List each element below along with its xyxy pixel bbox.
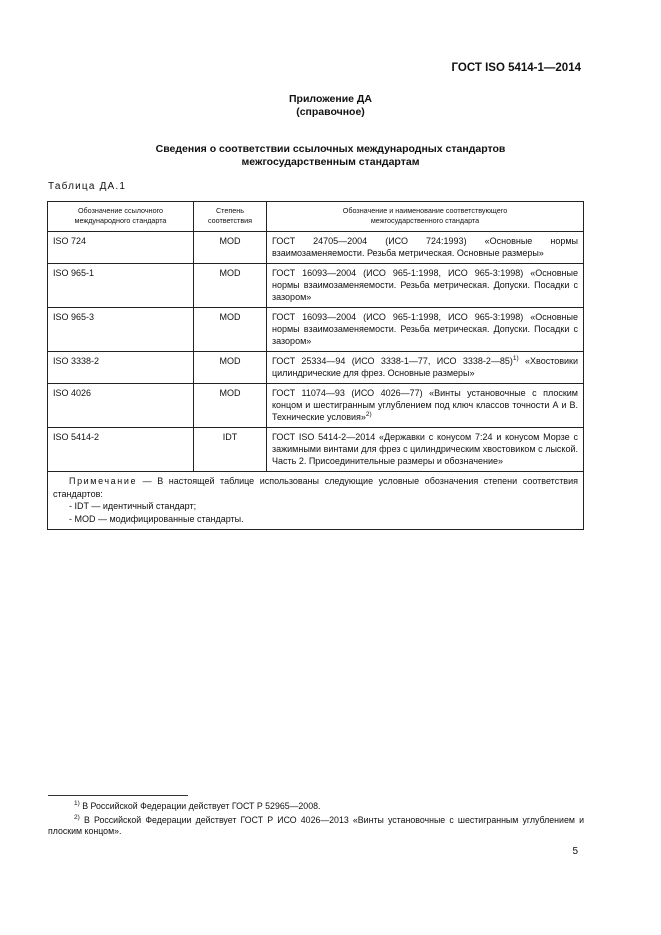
annex-title: Приложение ДА: [289, 93, 372, 105]
header-intl-line2: международного стандарта: [74, 216, 167, 225]
section-title: [0, 143, 661, 169]
header-degree-line2: соответствия: [207, 216, 253, 225]
correspondence-table: [47, 201, 584, 530]
header-gost-line1: Обозначение и наименование соответствующего: [342, 206, 508, 215]
footnote-1: $^{1)}$ В Российской Федерации действует ГОСТ Р 52965—2008.: [74, 800, 321, 811]
cell-degree: MOD: [194, 232, 267, 264]
note-text: — В настоящей таблице использованы следующие условные обозначения степени соответствия стандартов:: [53, 476, 578, 499]
table-note-row: [48, 472, 584, 530]
cell-degree: MOD: [194, 264, 267, 308]
table-row: [48, 352, 584, 384]
header-gost-line2: межгосударственного стандарта: [370, 216, 480, 225]
footnotes: [48, 801, 584, 840]
section-title-line1: Сведения о соответствии ссылочных международных стандартов: [155, 143, 506, 155]
footnote-divider: [48, 795, 188, 796]
note-item: - IDT — идентичный стандарт;: [69, 501, 197, 511]
cell-degree: MOD: [194, 384, 267, 428]
note-label: Примечание: [69, 476, 138, 486]
cell-gost: ГОСТ 16093—2004 (ИСО 965-1:1998, ИСО 965-3:1998) «Основные нормы взаимозаменяемости. Резьба метрическая. Допуски. Посадки с зазором»: [267, 308, 584, 352]
cell-gost: ГОСТ 24705—2004 (ИСО 724:1993) «Основные нормы взаимозаменяемости. Резьба метрическая. Основные размеры»: [267, 232, 584, 264]
cell-degree: IDT: [194, 428, 267, 472]
cell-gost: ГОСТ 16093—2004 (ИСО 965-1:1998, ИСО 965-3:1998) «Основные нормы взаимозаменяемости. Резьба метрическая. Допуски. Посадки с зазором»: [267, 264, 584, 308]
footnote-ref-1: 1): [512, 355, 519, 362]
table-label: Таблица ДА.1: [48, 181, 127, 192]
header-gost-standard: [267, 202, 584, 232]
cell-degree: MOD: [194, 308, 267, 352]
header-intl-standard: [48, 202, 194, 232]
cell-intl: ISO 5414-2: [48, 428, 194, 472]
table-row: [48, 264, 584, 308]
header-degree-line1: Степень: [215, 206, 244, 215]
table-header-row: [48, 202, 584, 232]
table-row: [48, 384, 584, 428]
cell-gost: ГОСТ 11074—93 (ИСО 4026—77) «Винты установочные с плоским концом и шестигранным углублением под ключ классов точности А и В. Технические условия»$^{2)}$: [267, 384, 584, 428]
document-code: ГОСТ ISO 5414-1—2014: [451, 62, 581, 74]
page-number: 5: [572, 846, 578, 857]
cell-intl: ISO 724: [48, 232, 194, 264]
cell-intl: ISO 3338-2: [48, 352, 194, 384]
table-row: [48, 428, 584, 472]
cell-degree: MOD: [194, 352, 267, 384]
annex-heading: [0, 93, 661, 119]
header-degree: [194, 202, 267, 232]
note-item: - MOD — модифицированные стандарты.: [69, 513, 244, 524]
table-row: [48, 308, 584, 352]
cell-gost: ГОСТ ISO 5414-2—2014 «Державки с конусом 7:24 и конусом Морзе с зажимными винтами для фрез с цилиндрическим хвостовиком с лыской. Часть 2. Присоединительные размеры и обозначение»: [267, 428, 584, 472]
cell-intl: ISO 965-3: [48, 308, 194, 352]
cell-gost: ГОСТ 25334—94 (ИСО 3338-1—77, ИСО 3338-2—85)$^{1)}$ «Хвостовики цилиндрические для фрез. Основные размеры»: [267, 352, 584, 384]
table-row: [48, 232, 584, 264]
header-intl-line1: Обозначение ссылочного: [77, 206, 164, 215]
cell-intl: ISO 965-1: [48, 264, 194, 308]
annex-kind: (справочное): [296, 106, 365, 118]
footnote-ref-2: 2): [365, 411, 372, 418]
footnote-2: $^{2)}$ В Российской Федерации действует ГОСТ Р ИСО 4026—2013 «Винты установочные с шестигранным углублением и плоским концом».: [48, 813, 584, 836]
section-title-line2: межгосударственным стандартам: [241, 156, 420, 168]
table-note: [48, 472, 584, 530]
cell-intl: ISO 4026: [48, 384, 194, 428]
